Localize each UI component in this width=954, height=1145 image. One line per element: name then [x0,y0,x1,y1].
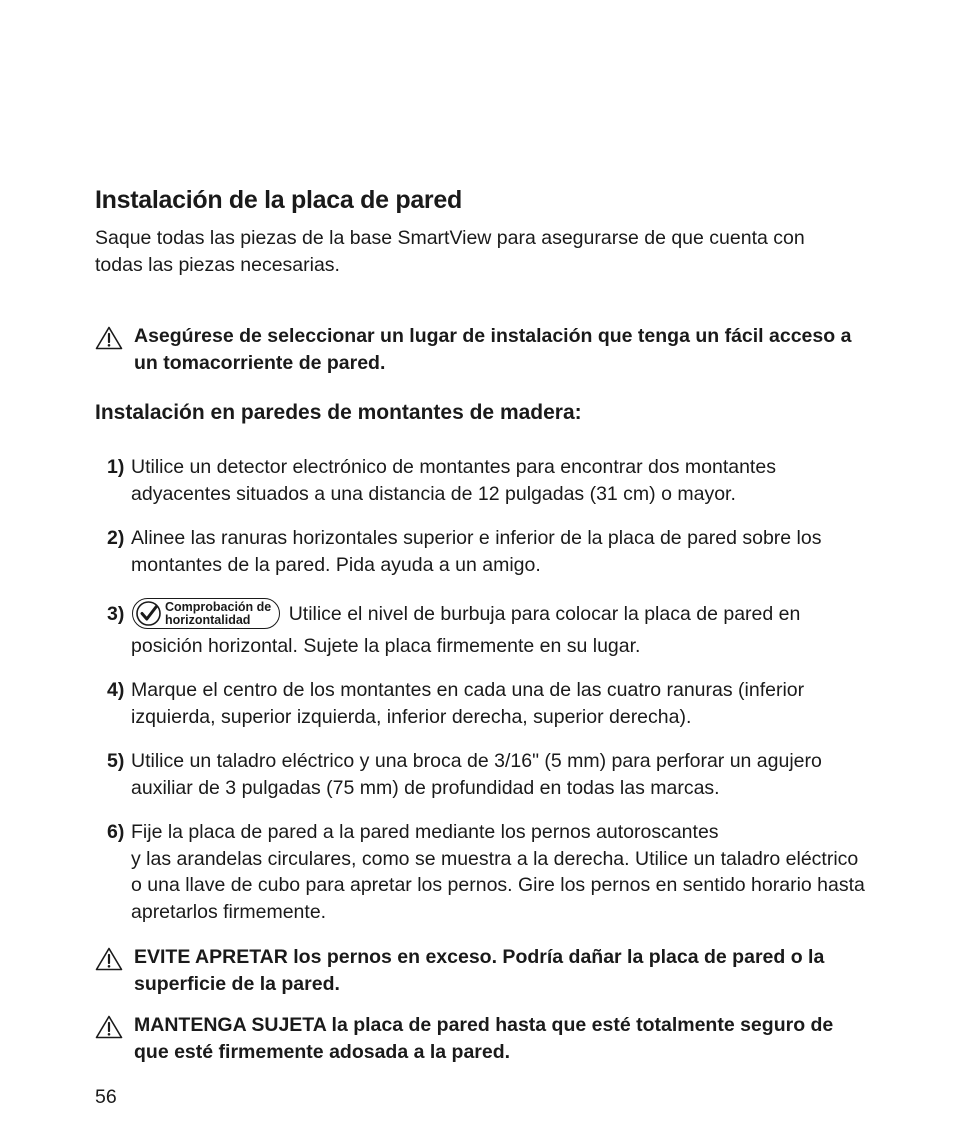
badge-label [165,601,271,627]
warning-text: MANTENGA SUJETA la placa de pared hasta que esté totalmente seguro de que esté firmemente adosada a la pared. [134,1014,834,1063]
step-4 [107,677,867,730]
step-number: 5) [107,750,125,772]
warning-triangle-icon [95,947,123,971]
step-number: 4) [107,679,125,701]
step-text: Marque el centro de los montantes en cada una de las cuatro ranuras (inferior izquierda, superior izquierda, inferior derecha, superior derecha). [131,679,805,728]
step-number: 1) [107,456,125,478]
intro-paragraph: Saque todas las piezas de la base SmartView para asegurarse de que cuenta con todas las piezas necesarias. [95,227,805,276]
step-number: 6) [107,821,125,843]
step-3 [107,598,867,662]
step-text-block [131,598,867,662]
step-5 [107,748,867,801]
step-text-line: Fije la placa de pared a la pared mediante los pernos autoroscantes [131,821,719,843]
step-text: Alinee las ranuras horizontales superior e inferior de la placa de pared sobre los montantes de la pared. Pida ayuda a un amigo. [131,527,822,576]
level-check-badge [132,598,280,629]
checkmark-circle-icon [135,600,162,627]
step-6 [107,819,867,925]
badge-label-line: Comprobación de [165,599,272,614]
step-text: Utilice un taladro eléctrico y una broca de 3/16" (5 mm) para perforar un agujero auxiliar de 3 pulgadas (75 mm) de profundidad en todas las marcas. [131,750,822,799]
step-1 [107,454,867,507]
step-text: Utilice un detector electrónico de montantes para encontrar dos montantes adyacentes situados a una distancia de 12 pulgadas (31 cm) o mayor. [131,456,776,505]
badge-label-line: horizontalidad [165,612,251,627]
subsection-title: Instalación en paredes de montantes de madera: [95,401,582,424]
warning-text: Asegúrese de seleccionar un lugar de instalación que tenga un fácil acceso a un tomacorriente de pared. [134,325,852,374]
warning-triangle-icon [95,1015,123,1039]
step-2 [107,525,867,578]
step-number: 2) [107,527,125,549]
warning-overtighten [95,944,855,998]
warning-hold-plate [95,1012,855,1066]
step-text: Utilice el nivel de burbuja para colocar la placa de pared en posición horizontal. Sujete la placa firmemente en su lugar. [131,603,801,657]
page-number: 56 [95,1086,117,1108]
warning-triangle-icon [95,326,123,350]
step-text-block [131,819,867,925]
step-number: 3) [107,603,125,625]
step-text: y las arandelas circulares, como se muestra a la derecha. Utilice un taladro eléctrico o una llave de cubo para apretar los pernos. Gire los pernos en sentido horario hasta apretarlos firmemente. [131,847,865,923]
warning-outlet-access [95,323,855,377]
warning-text: EVITE APRETAR los pernos en exceso. Podría dañar la placa de pared o la superficie de la pared. [134,946,825,995]
section-title: Instalación de la placa de pared [95,186,462,214]
